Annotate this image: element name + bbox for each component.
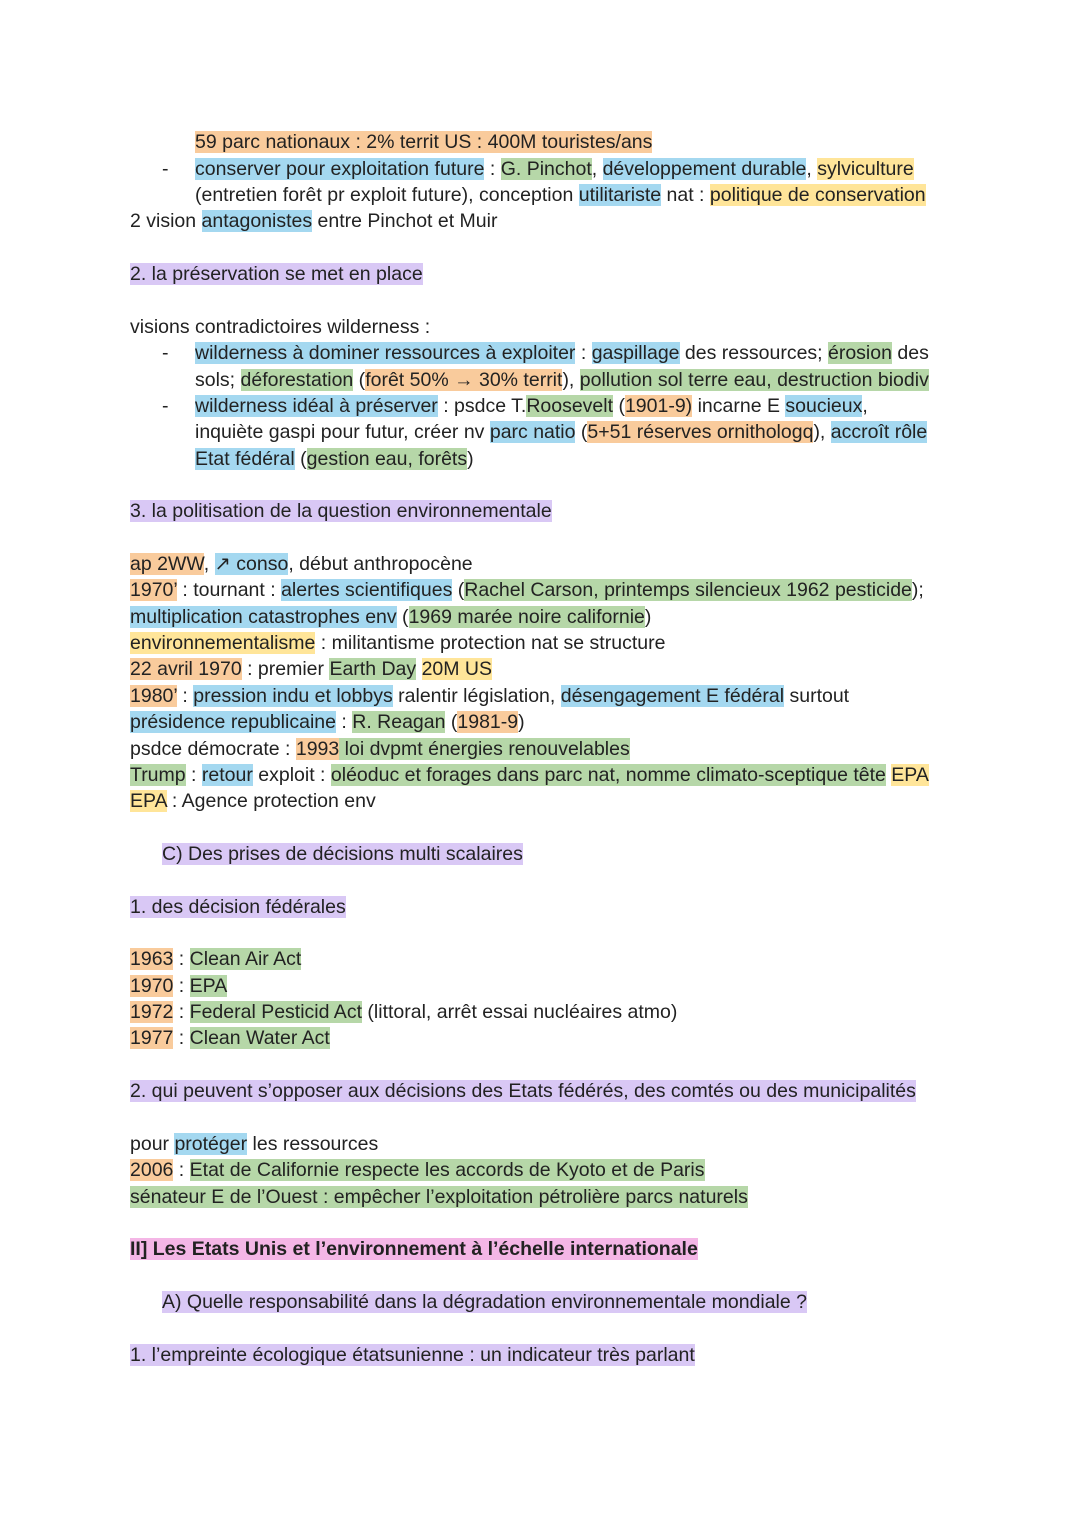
highlighted-text: 1. des décision fédérales [130,896,346,918]
text-segment: : militantisme protection nat se structure [315,632,666,654]
text-line [130,577,924,603]
text-segment: , [203,553,215,575]
highlighted-text: présidence republicaine [130,711,336,733]
highlighted-text: EPA [130,790,167,812]
text-segment: ( [575,421,588,443]
text-segment: , [806,158,818,180]
section-heading [130,261,423,287]
highlighted-text: déforestation [240,369,354,391]
text-segment: exploit : [252,764,331,786]
text-segment: ralentir législation, [392,685,561,707]
text-segment: ), [562,369,580,391]
highlighted-text: multiplication catastrophes env [130,606,397,628]
text-segment: , début anthropocène [288,553,473,575]
highlighted-text: EPA [891,764,929,786]
highlighted-text: Earth Day [329,658,417,680]
highlighted-text: soucieux [785,395,863,417]
text-segment: : [575,342,592,364]
highlighted-text: 1972 [130,1001,174,1023]
subsection-heading [162,1289,807,1315]
text-segment: : Agence protection env [166,790,376,812]
highlighted-text: sylviculture [817,158,914,180]
text-line [130,788,376,814]
highlighted-text: 1981-9 [457,711,519,733]
text-segment: : [335,711,353,733]
text-segment: : [173,948,190,970]
text-segment: : tournant : [177,579,282,601]
text-segment: ( [396,606,409,628]
part-heading [130,1236,698,1262]
highlighted-text: Rachel Carson, printemps silencieux 1962 pesticide [464,579,912,601]
text-segment [416,658,421,680]
text-line [195,340,929,366]
highlighted-text: 3. la politisation de la question environnementale [130,500,552,522]
bullet-dash: - [162,158,169,180]
text-line [195,419,927,445]
highlighted-text: 2006 [130,1159,174,1181]
text-line [130,208,497,234]
text-segment: : [173,975,190,997]
highlighted-text: Federal Pesticid Act [189,1001,362,1023]
text-line [130,946,301,972]
highlighted-text: accroît rôle [830,421,928,443]
text-segment: ) [467,448,474,470]
text-segment: ( [613,395,625,417]
highlighted-text: Trump [130,764,186,786]
highlighted-text: 59 parc nationaux : 2% territ US : 400M touristes/ans [195,131,653,153]
text-segment: visions contradictoires wilderness : [130,316,431,338]
text-segment: ) [518,711,525,733]
highlighted-text: alertes scientifiques [281,579,453,601]
highlighted-text: Clean Air Act [189,948,302,970]
highlighted-text: 20M US [421,658,493,680]
highlighted-text: politique de conservation [709,184,926,206]
text-segment: : [185,764,202,786]
text-segment: sols; [195,369,241,391]
highlighted-text: utilitariste [578,184,662,206]
highlighted-text: 2. qui peuvent s’opposer aux décisions des Etats fédérés, des comtés ou des municipalités [130,1080,916,1102]
subsection-heading [162,841,523,867]
highlighted-text: oléoduc et forages dans parc nat, nomme climato-sceptique tête [330,764,886,786]
highlighted-text: retour [201,764,253,786]
text-line [195,182,926,208]
section-heading [130,498,552,524]
text-segment: des ressources; [679,342,828,364]
highlighted-text: protéger [174,1133,248,1155]
text-line [130,656,492,682]
highlighted-text: Etat fédéral [195,448,295,470]
highlighted-text: 1969 marée noire californie [408,606,645,628]
text-line [130,630,665,656]
text-line [130,1025,330,1051]
text-segment: inquiète gaspi pour futur, créer nv [195,421,490,443]
text-line [195,367,929,393]
highlighted-text: Etat de Californie respecte les accords de Kyoto et de Paris [189,1159,705,1181]
highlighted-text: pression indu et lobbys [193,685,393,707]
text-segment: psdce démocrate : [130,738,296,760]
text-segment: ( [353,369,366,391]
text-line [130,709,525,735]
text-segment: ); [911,579,924,601]
text-segment: 2 vision [130,210,202,232]
highlighted-text: antagonistes [201,210,313,232]
highlighted-text: environnementalisme [130,632,316,654]
text-segment: : [177,685,194,707]
highlighted-text: C) Des prises de décisions multi scalaires [162,843,523,865]
text-line [130,736,630,762]
highlighted-text: sénateur E de l’Ouest : empêcher l’exploitation pétrolière parcs naturels [130,1186,748,1208]
text-line [195,393,868,419]
text-line [130,762,929,788]
highlighted-text: 1901-9) [624,395,693,417]
text-segment: (entretien forêt pr exploit future), conception [195,184,579,206]
text-segment: entre Pinchot et Muir [312,210,498,232]
section-heading [130,894,346,920]
text-line [130,999,677,1025]
highlighted-text: 1993 [295,738,340,760]
text-segment: , [862,395,868,417]
highlighted-text: 1. l’empreinte écologique étatsunienne : un indicateur très parlant [130,1344,695,1366]
bullet-dash: - [162,395,169,417]
section-heading [130,1342,695,1368]
text-segment: surtout [784,685,850,707]
text-segment: ( [452,579,465,601]
highlighted-text: 5+51 réserves ornithologq [587,421,814,443]
text-segment: ), [813,421,831,443]
text-segment: : [173,1001,190,1023]
highlighted-text: EPA [189,975,228,997]
highlighted-text: développement durable [602,158,807,180]
text-segment: des [891,342,929,364]
highlighted-text: pollution sol terre eau, destruction biodiv [579,369,929,391]
highlighted-text: érosion [828,342,892,364]
highlighted-text: gaspillage [591,342,680,364]
text-line [195,129,652,155]
text-segment: , [591,158,603,180]
text-line [195,156,914,182]
highlighted-text: Clean Water Act [189,1027,330,1049]
highlighted-text: ↗ conso [214,553,289,575]
text-segment: ( [445,711,458,733]
highlighted-text: wilderness à dominer ressources à exploiter [195,342,576,364]
highlighted-text: désengagement E fédéral [560,685,785,707]
highlighted-text: 1970 [130,975,174,997]
text-segment: (littoral, arrêt essai nucléaires atmo) [362,1001,678,1023]
text-segment: : [484,158,501,180]
text-line [130,973,227,999]
highlighted-text: 1963 [130,948,174,970]
text-line [130,604,651,630]
highlighted-text: 1977 [130,1027,174,1049]
text-line [130,1157,705,1183]
text-line [130,1131,378,1157]
text-segment: : [173,1027,190,1049]
text-line [130,551,473,577]
bullet-dash: - [162,342,169,364]
highlighted-text: loi dvpmt énergies renouvelables [339,738,630,760]
highlighted-text: 1980’ [130,685,177,707]
highlighted-text: conserver pour exploitation future [195,158,485,180]
text-line [130,314,430,340]
highlighted-text: wilderness idéal à préserver [195,395,438,417]
text-segment: les ressources [247,1133,379,1155]
text-line [130,1184,748,1210]
text-line [130,683,849,709]
highlighted-text: gestion eau, forêts [306,448,468,470]
highlighted-text: G. Pinchot [500,158,592,180]
text-segment: : premier [241,658,330,680]
highlighted-text: forêt 50% → 30% territ [365,369,563,391]
highlighted-text: ap 2WW [130,553,204,575]
text-segment: ( [294,448,307,470]
highlighted-text: 1970’ [130,579,177,601]
highlighted-text: parc natio [489,421,576,443]
highlighted-text: 22 avril 1970 [130,658,242,680]
text-segment: incarne E [692,395,786,417]
highlighted-text: A) Quelle responsabilité dans la dégradation environnementale mondiale ? [162,1291,807,1313]
section-heading [130,1078,916,1104]
text-segment: : psdce T. [437,395,527,417]
text-segment: ) [644,606,652,628]
highlighted-text: 2. la préservation se met en place [130,263,423,285]
highlighted-text: II] Les Etats Unis et l’environnement à l’échelle internationale [130,1238,698,1260]
text-segment: pour [130,1133,175,1155]
text-segment: : [173,1159,190,1181]
text-line [195,446,474,472]
text-segment: nat : [661,184,710,206]
highlighted-text: R. Reagan [352,711,446,733]
highlighted-text: Roosevelt [526,395,614,417]
